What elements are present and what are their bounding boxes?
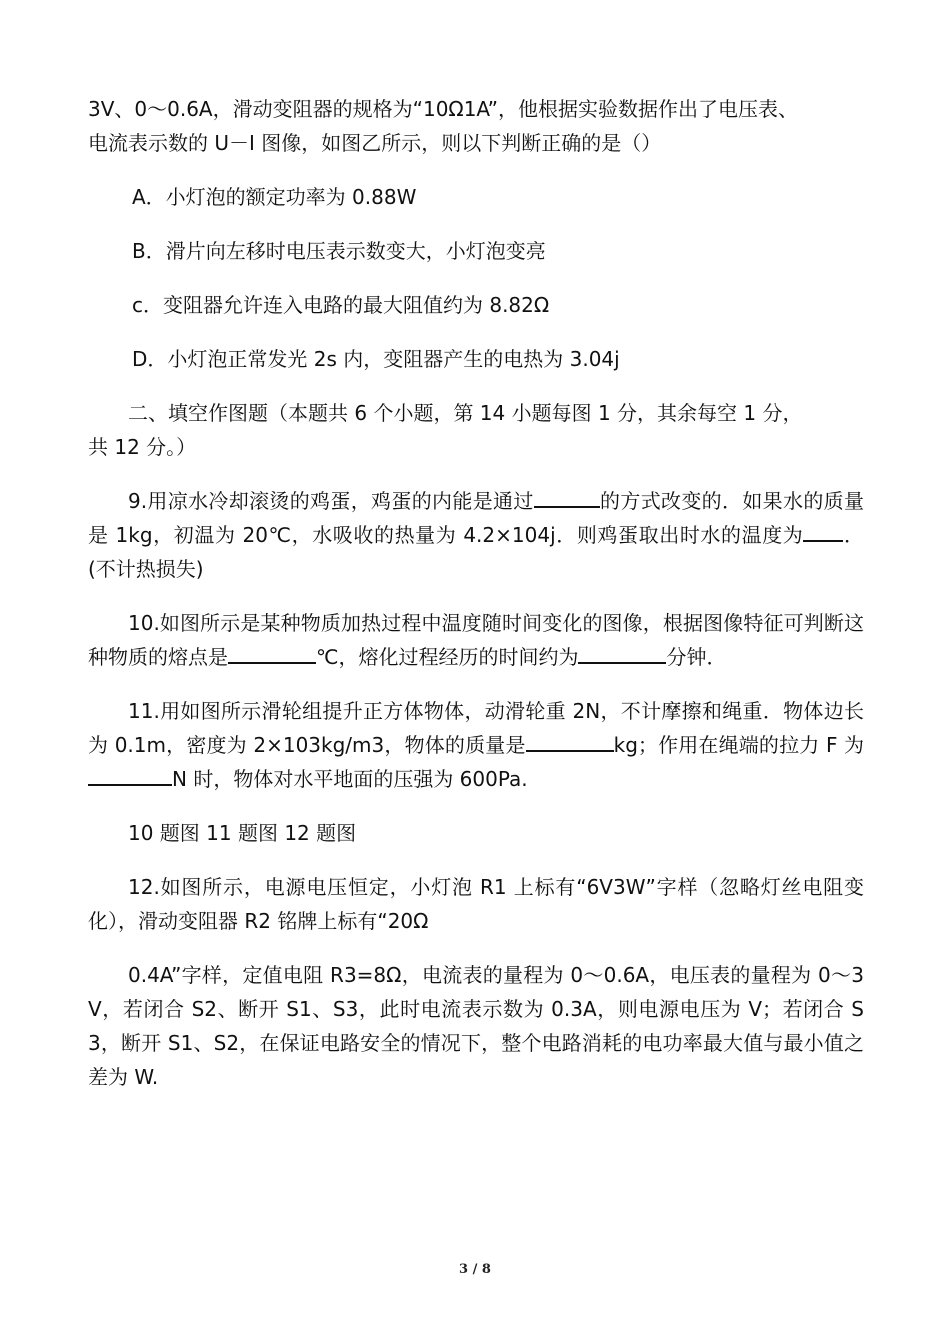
- q8-line-1: 3V、0～0.6A，滑动变阻器的规格为“10Ω1A”，他根据实验数据作出了电压表、: [88, 97, 799, 121]
- q11-text-1: 11.用如图所示滑轮组提升正方体物体，动滑轮重 2N，不计摩擦和绳重．物体边长为 0.1m，密度为 2×103kg/m3，物体的质量是: [88, 699, 864, 757]
- q9-blank-1: [534, 484, 600, 508]
- q9-blank-2: [803, 518, 843, 542]
- q10-text-3: 分钟．: [666, 645, 727, 669]
- question-8-continuation: [88, 92, 864, 160]
- q9-text-1: 9.用凉水冷却滚烫的鸡蛋，鸡蛋的内能是通过: [128, 489, 534, 513]
- question-9: [88, 484, 864, 586]
- question-12-part-2: 0.4A”字样，定值电阻 R3=8Ω，电流表的量程为 0～0.6A，电压表的量程为 0～3V，若闭合 S2、断开 S1、S3，此时电流表示数为 0.3A，则电源电压为 V；若闭合 S3，断开 S1、S2，在保证电路安全的情况下，整个电路消耗的电功率最大值与最小值之差为 W.: [88, 963, 864, 1089]
- q11-text-2: kg；作用在绳端的拉力 F 为: [613, 733, 864, 757]
- page-content: [88, 92, 864, 1094]
- q8-line-2: 电流表示数的 U－I 图像，如图乙所示，则以下判断正确的是（）: [88, 131, 662, 155]
- q11-blank-1: [526, 728, 614, 752]
- option-a: A．小灯泡的额定功率为 0.88W: [132, 185, 417, 209]
- q11-text-3: N 时，物体对水平地面的压强为 600Pa.: [172, 767, 528, 791]
- q10-text-2: ℃，熔化过程经历的时间约为: [316, 645, 579, 669]
- q10-text-1: 10.如图所示是某种物质加热过程中温度随时间变化的图像，根据图像特征可判断这种物质的熔点是: [88, 611, 864, 669]
- option-c: c．变阻器允许连入电路的最大阻值约为 8.82Ω: [132, 293, 550, 317]
- option-b: B．滑片向左移时电压表示数变大，小灯泡变亮: [132, 239, 546, 263]
- question-12-part-1: 12.如图所示，电源电压恒定，小灯泡 R1 上标有“6V3W”字样（忽略灯丝电阻变化），滑动变阻器 R2 铭牌上标有“20Ω: [88, 875, 864, 933]
- section-2-heading: [88, 396, 864, 464]
- option-d: D．小灯泡正常发光 2s 内，变阻器产生的电热为 3.04j: [132, 347, 620, 371]
- question-11: [88, 694, 864, 796]
- q10-blank-2: [578, 640, 666, 664]
- page-indicator: 3 / 8: [459, 1262, 491, 1277]
- section-2-line-1: 二、填空作图题（本题共 6 个小题，第 14 小题每图 1 分，其余每空 1 分，: [128, 401, 803, 425]
- q11-blank-2: [88, 762, 172, 786]
- figure-labels: 10 题图 11 题图 12 题图: [128, 821, 357, 845]
- q10-blank-1: [228, 640, 316, 664]
- question-10: [88, 606, 864, 674]
- q9-text-3: ．(不计热损失): [88, 523, 865, 581]
- q9-text-2: 的方式改变的．如果水的质量是 1kg，初温为 20℃，水吸收的热量为 4.2×104j．则鸡蛋取出时水的温度为: [88, 489, 864, 547]
- section-2-line-2: 共 12 分。）: [88, 435, 197, 459]
